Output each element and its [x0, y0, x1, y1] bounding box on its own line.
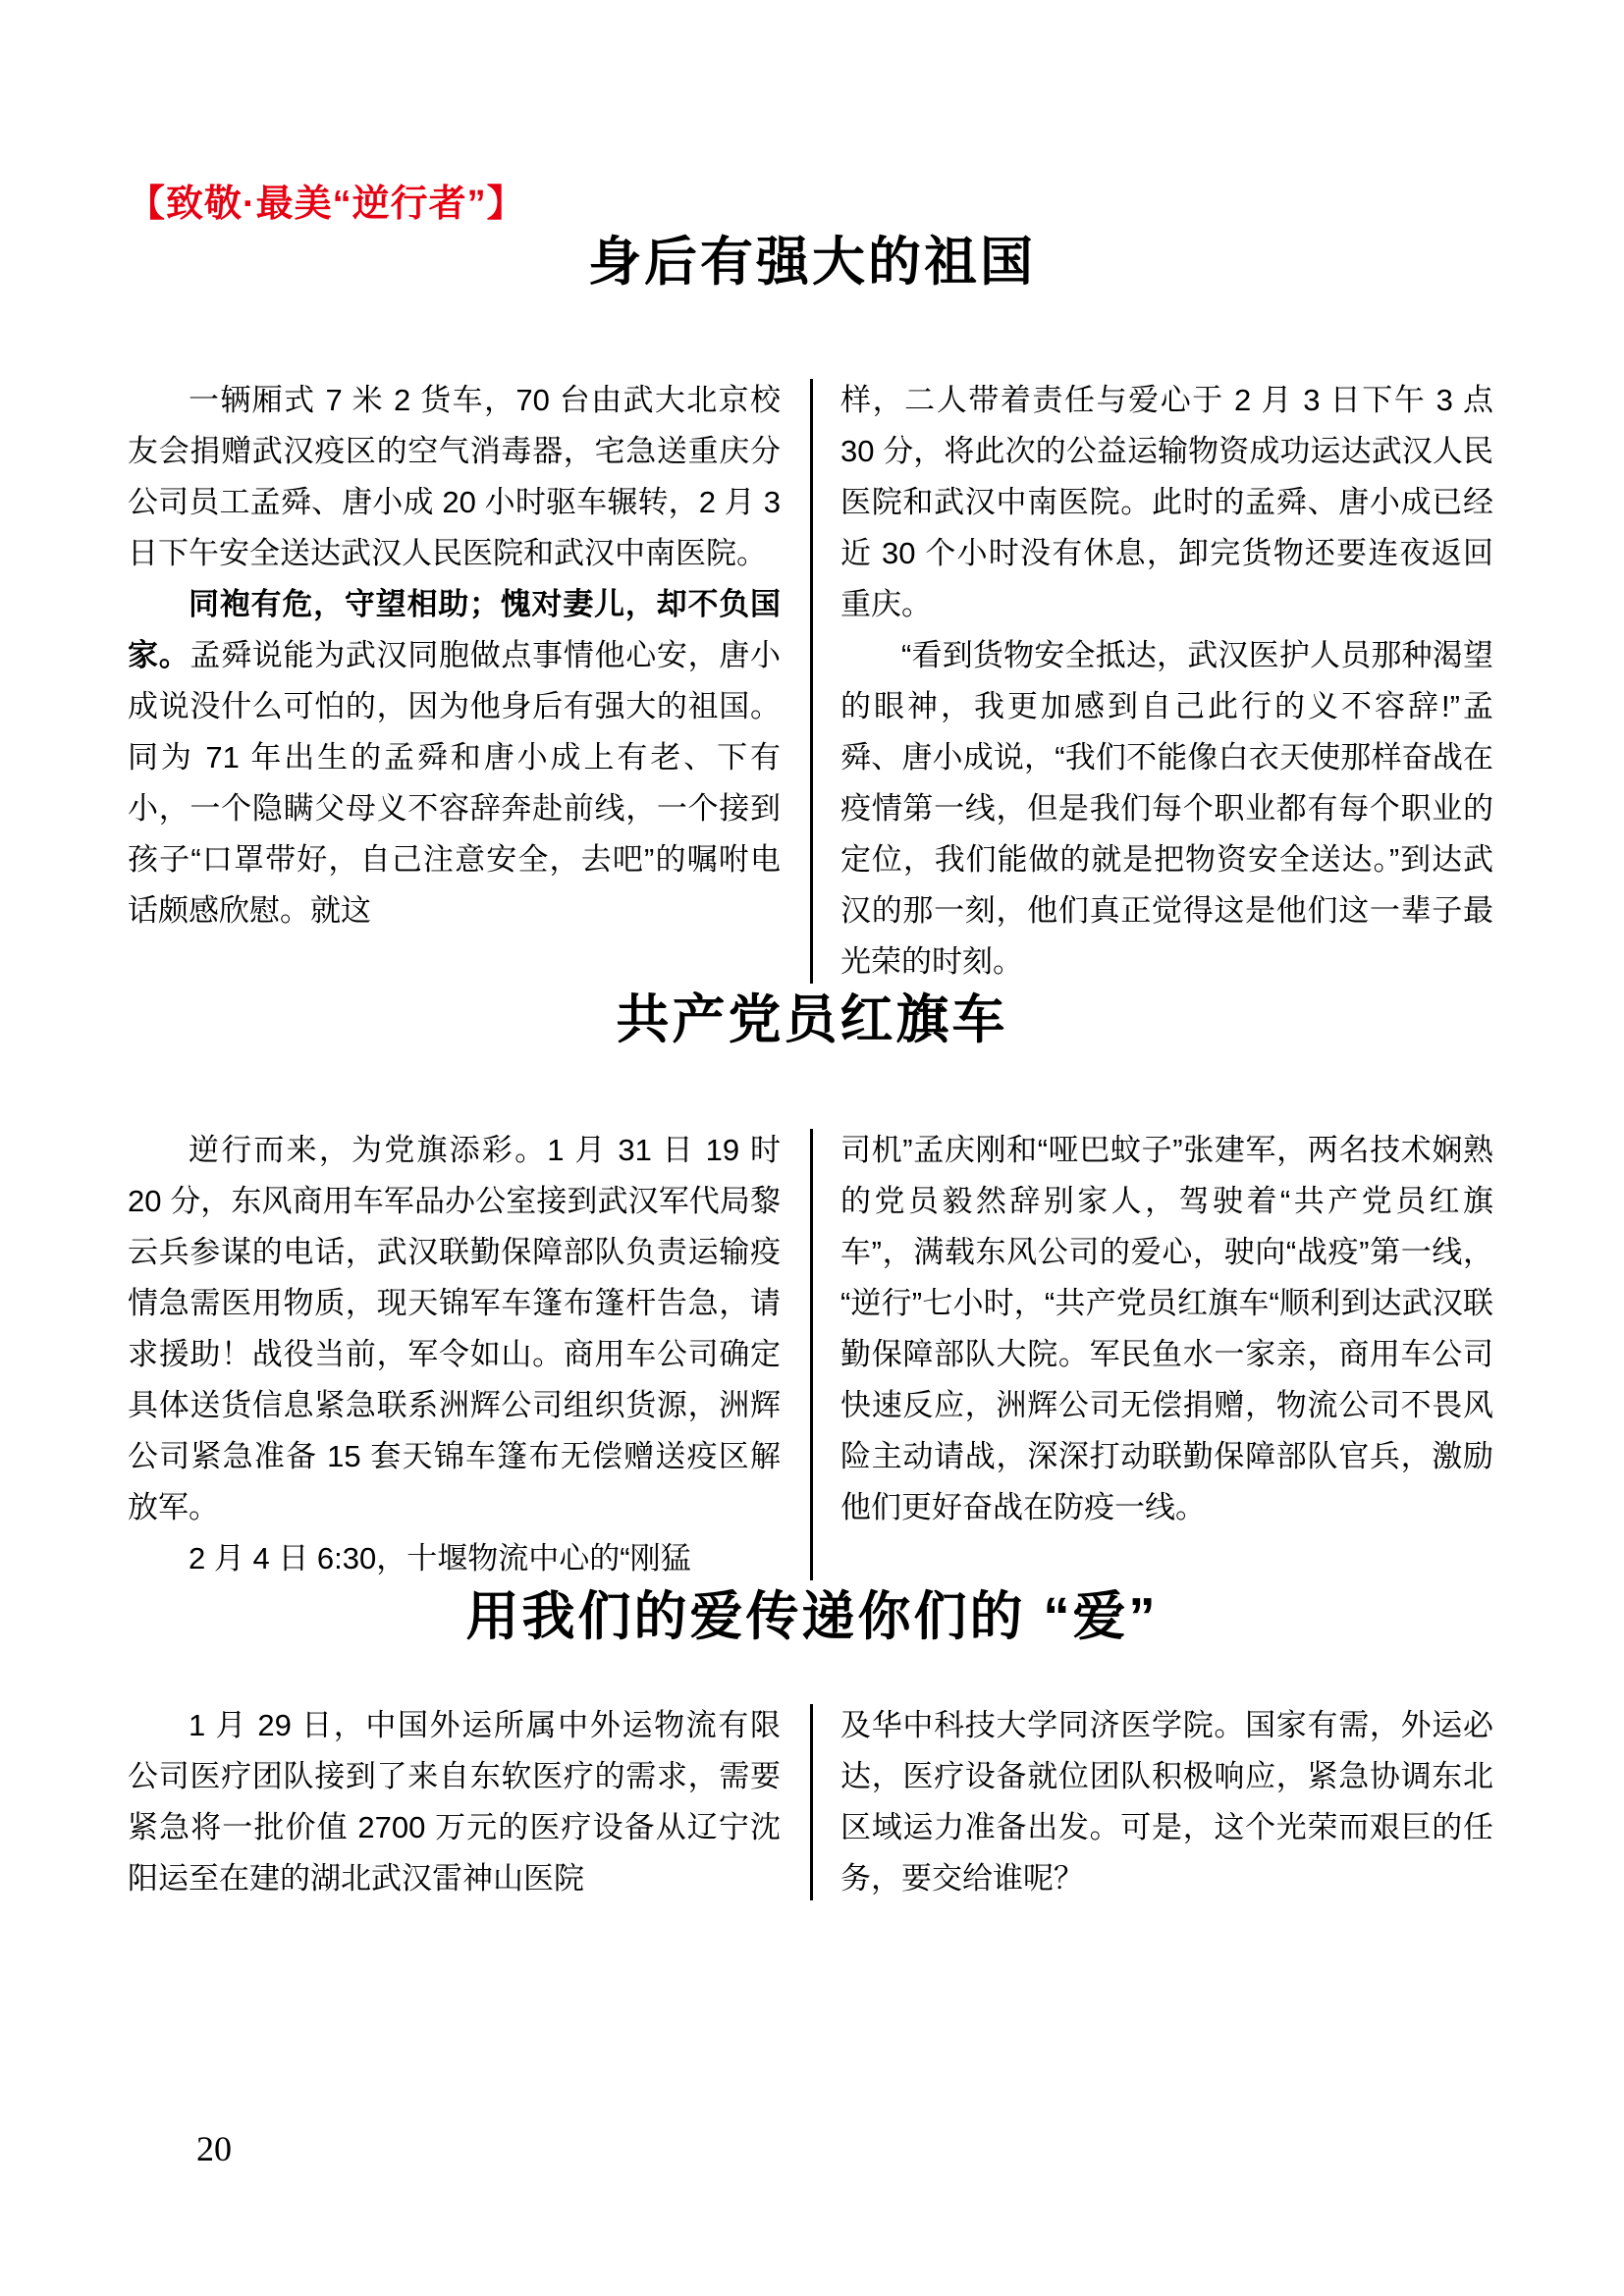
column-divider — [810, 1129, 813, 1580]
article-2-columns — [128, 1125, 1496, 1584]
article-3-right-column — [840, 1700, 1493, 1904]
paragraph: 1 月 29 日，中国外运所属中外运物流有限公司医疗团队接到了来自东软医疗的需求，需要紧急将一批价值 2700 万元的医疗设备从辽宁沈阳运至在建的湖北武汉雷神山医院 — [128, 1708, 781, 1896]
article-2-right-column — [840, 1125, 1493, 1584]
paragraph: 一辆厢式 7 米 2 货车，70 台由武大北京校友会捐赠武汉疫区的空气消毒器，宅急送重庆分公司员工孟舜、唐小成 20 小时驱车辗转，2 月 3 日下午安全送达武汉人民医院和武汉中南医院。 — [128, 383, 781, 571]
column-tag: 【致敬·最美“逆行者”】 — [128, 184, 525, 225]
bold-lead-text: 同袍有危，守望相助；愧对妻儿，却不负国家。 — [128, 587, 781, 673]
paragraph: “看到货物安全抵达，武汉医护人员那种渴望的眼神，我更加感到自己此行的义不容辞!”孟舜、唐小成说，“我们不能像白衣天使那样奋战在疫情第一线，但是我们每个职业都有每个职业的定位，我们能做的就是把物资安全送达。”到达武汉的那一刻，他们真正觉得这是他们这一辈子最光荣的时刻。 — [840, 638, 1493, 980]
article-1-title: 身后有强大的祖国 — [588, 233, 1036, 293]
article-3-columns — [128, 1700, 1496, 1904]
paragraph — [128, 579, 781, 936]
column-divider — [810, 1704, 813, 1900]
paragraph: 逆行而来，为党旗添彩。1 月 31 日 19 时 20 分，东风商用车军品办公室接到武汉军代局黎云兵参谋的电话，武汉联勤保障部队负责运输疫情急需医用物质，现天锦军车篷布篷杆告急，请求援助！战役当前，军令如山。商用车公司确定具体送货信息紧急联系洲辉公司组织货源，洲辉公司紧急准备 15 套天锦车篷布无偿赠送疫区解放军。 — [128, 1133, 781, 1525]
article-2-left-column — [128, 1125, 781, 1584]
paragraph: 司机”孟庆刚和“哑巴蚊子”张建军，两名技术娴熟的党员毅然辞别家人，驾驶着“共产党员红旗车”，满载东风公司的爱心，驶向“战疫”第一线，“逆行”七小时，“共产党员红旗车“顺利到达武汉联勤保障部队大院。军民鱼水一家亲，商用车公司快速反应，洲辉公司无偿捐赠，物流公司不畏风险主动请战，深深打动联勤保障部队官兵，激励他们更好奋战在防疫一线。 — [840, 1133, 1493, 1525]
paragraph: 2 月 4 日 6:30，十堰物流中心的“刚猛 — [189, 1541, 691, 1576]
paragraph-text: 孟舜说能为武汉同胞做点事情他心安，唐小成说没什么可怕的，因为他身后有强大的祖国。同为 71 年出生的孟舜和唐小成上有老、下有小，一个隐瞒父母义不容辞奔赴前线，一个接到孩子“口罩带好，自己注意安全，去吧”的嘱咐电话颇感欣慰。就这 — [128, 638, 782, 929]
article-3-title: 用我们的爱传递你们的 “爱” — [465, 1587, 1159, 1647]
paragraph: 样，二人带着责任与爱心于 2 月 3 日下午 3 点 30 分，将此次的公益运输物资成功运达武汉人民医院和武汉中南医院。此时的孟舜、唐小成已经近 30 个小时没有休息，卸完货物还要连夜返回重庆。 — [840, 383, 1493, 622]
article-1-columns — [128, 375, 1496, 988]
article-3-left-column — [128, 1700, 781, 1904]
article-2-title: 共产党员红旗车 — [616, 990, 1008, 1050]
article-1-left-column — [128, 375, 781, 988]
article-red-flag-truck — [128, 988, 1496, 1584]
article-pass-the-love — [128, 1584, 1496, 1904]
paragraph: 及华中科技大学同济医学院。国家有需，外运必达，医疗设备就位团队积极响应，紧急协调东北区域运力准备出发。可是，这个光荣而艰巨的任务，要交给谁呢？ — [840, 1708, 1493, 1896]
page-number: 20 — [196, 2129, 232, 2168]
article-1-right-column — [840, 375, 1493, 988]
article-motherland — [128, 230, 1496, 988]
column-divider — [810, 379, 813, 984]
